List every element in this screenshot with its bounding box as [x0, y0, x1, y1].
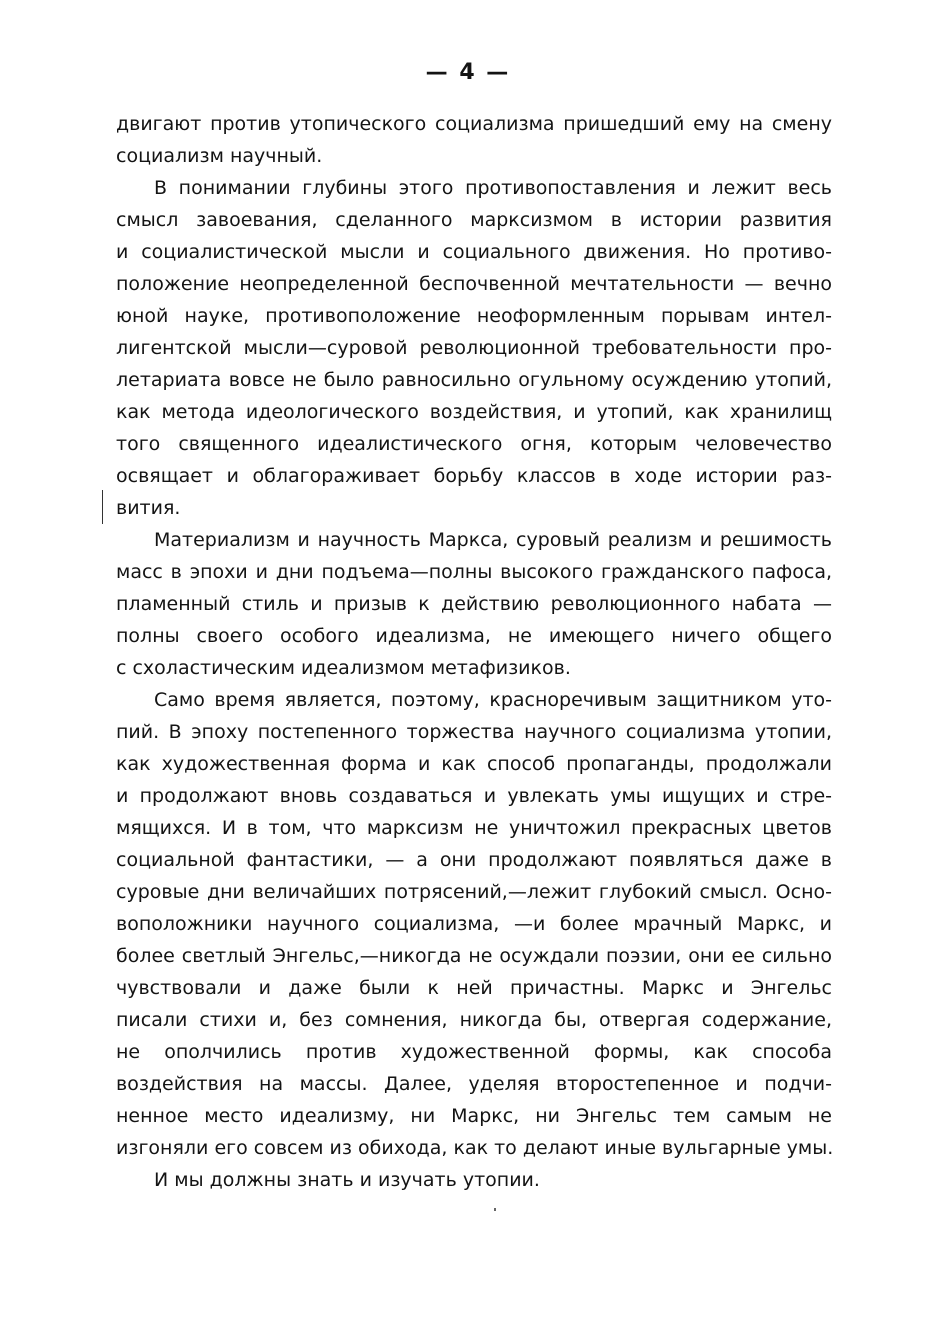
text-line: смысл завоевания, сделанного марксизмом в истории развития — [116, 209, 832, 231]
text-line: и социалистической мысли и социального движения. Но противо- — [116, 241, 832, 263]
text-line: писали стихи и, без сомнения, никогда бы, отвергая содержание, — [116, 1009, 832, 1031]
text-line: и продолжают вновь создаваться и увлекать умы ищущих и стре- — [116, 785, 832, 807]
text-line: не ополчились против художественной формы, как способа — [116, 1041, 832, 1063]
margin-mark — [102, 490, 106, 524]
paragraph-2 — [116, 172, 832, 524]
text-line: с схоластическим идеализмом метафизиков. — [116, 657, 571, 679]
paragraph-3 — [116, 524, 832, 684]
text-line: В понимании глубины этого противопоставления и лежит весь — [154, 177, 832, 199]
text-line: положение неопределенной беспочвенной мечтательности — вечно — [116, 273, 832, 295]
text-line: суровые дни величайших потрясений,—лежит глубокий смысл. Осно- — [116, 881, 832, 903]
text-line: воздействия на массы. Далее, уделяя второстепенное и подчи- — [116, 1073, 832, 1095]
scan-speck — [494, 1208, 496, 1211]
text-line: воположники научного социализма, —и более мрачный Маркс, и — [116, 913, 832, 935]
text-line: пий. В эпоху постепенного торжества научного социализма утопии, — [116, 721, 832, 743]
text-line: ненное место идеализму, ни Маркс, ни Энгельс тем самым не — [116, 1105, 832, 1127]
page-number: — 4 — — [425, 60, 511, 85]
text-line: как художественная форма и как способ пропаганды, продолжали — [116, 753, 832, 775]
paragraph-5 — [116, 1164, 832, 1196]
paragraph-1 — [116, 108, 832, 172]
text-line: Само время является, поэтому, красноречивым защитником уто- — [154, 689, 832, 711]
text-line: как метода идеологического воздействия, и утопий, как хранилищ — [116, 401, 832, 423]
text-line: вития. — [116, 497, 181, 519]
text-line: чувствовали и даже были к ней причастны. Маркс и Энгельс — [116, 977, 832, 999]
text-line: двигают против утопического социализма пришедший ему на смену — [116, 113, 832, 135]
text-line: того священного идеалистического огня, которым человечество — [116, 433, 832, 455]
text-line: Материализм и научность Маркса, суровый реализм и решимость — [154, 529, 832, 551]
paragraph-4 — [116, 684, 832, 1164]
text-line: освящает и облагораживает борьбу классов в ходе истории раз- — [116, 465, 832, 487]
text-line: И мы должны знать и изучать утопии. — [154, 1169, 540, 1191]
body-text — [116, 108, 832, 1196]
text-line: юной науке, противоположение неоформленным порывам интел- — [116, 305, 832, 327]
text-line: социализм научный. — [116, 145, 323, 167]
text-line: лигентской мысли—суровой революционной требовательности про- — [116, 337, 832, 359]
text-line: социальной фантастики, — а они продолжают появляться даже в — [116, 849, 832, 871]
text-line: мящихся. И в том, что марксизм не уничтожил прекрасных цветов — [116, 817, 832, 839]
text-line: более светлый Энгельс,—никогда не осуждали поэзии, они ее сильно — [116, 945, 832, 967]
text-line: летариата вовсе не было равносильно огульному осуждению утопий, — [116, 369, 832, 391]
text-line: пламенный стиль и призыв к действию революционного набата — — [116, 593, 832, 615]
text-line: изгоняли его совсем из обихода, как то делают иные вульгарные умы. — [116, 1137, 834, 1159]
text-line: масс в эпохи и дни подъема—полны высокого гражданского пафоса, — [116, 561, 832, 583]
text-line: полны своего особого идеализма, не имеющего ничего общего — [116, 625, 832, 647]
